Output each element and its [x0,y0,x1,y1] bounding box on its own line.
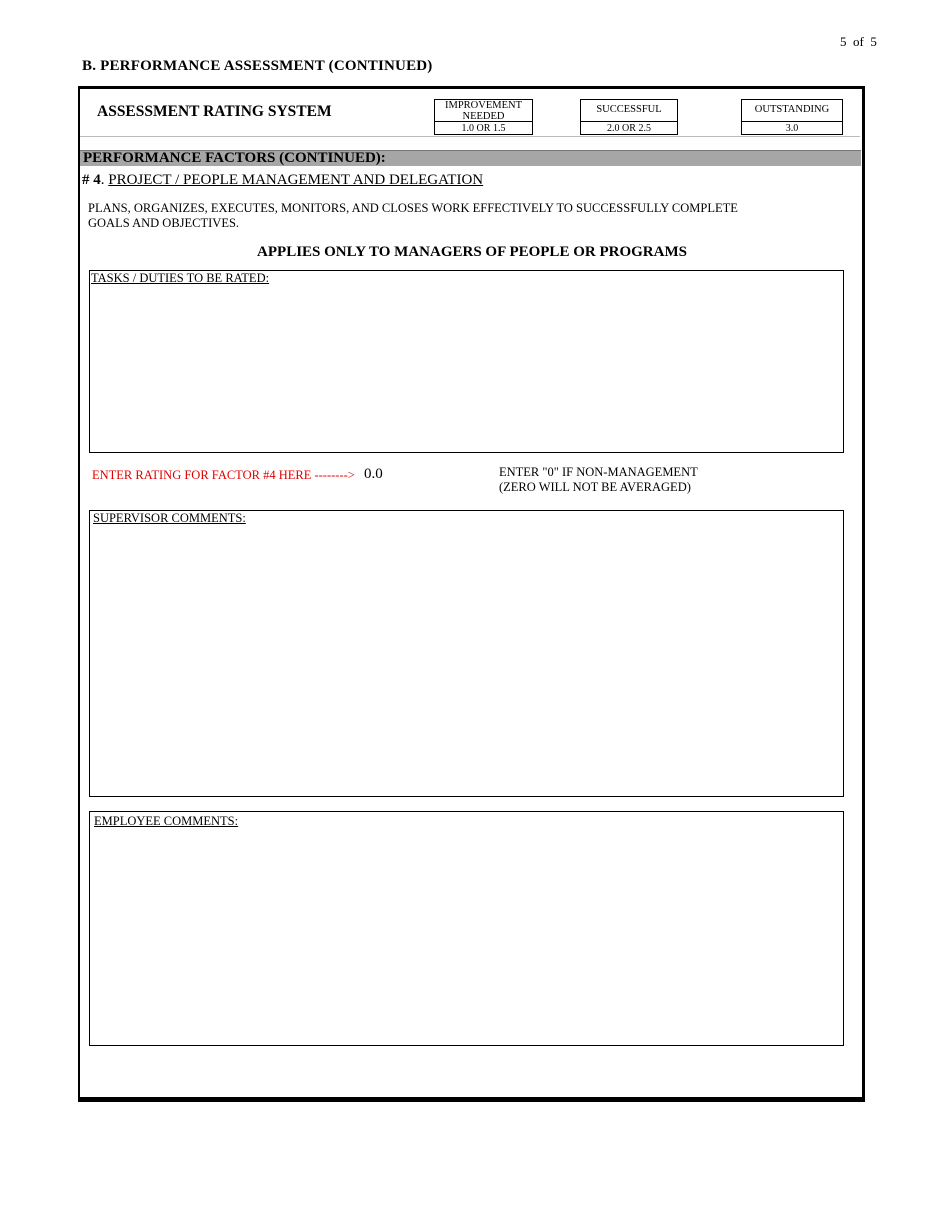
factors-header-text: PERFORMANCE FACTORS (CONTINUED): [83,150,386,166]
employee-comments-label: EMPLOYEE COMMENTS: [94,814,239,828]
factors-header-bar [80,150,861,166]
rating-prompt: ENTER RATING FOR FACTOR #4 HERE --------> [92,468,355,482]
supervisor-comments-label: SUPERVISOR COMMENTS: [93,511,246,525]
employee-comments-field[interactable] [89,811,844,1046]
rating-input[interactable]: 0.0 [364,466,383,482]
tasks-field[interactable] [89,270,844,453]
factor-description: PLANS, ORGANIZES, EXECUTES, MONITORS, AND CLOSES WORK EFFECTIVELY TO SUCCESSFULLY COMPLETE GOALS AND OBJECTIVES. [88,201,738,230]
rating-successful [580,99,678,135]
rating-improvement-needed [434,99,533,135]
factor-name: PROJECT / PEOPLE MANAGEMENT AND DELEGATION [108,172,484,188]
rating-level-values: 2.0 OR 2.5 [607,123,651,134]
rating-system-title: ASSESSMENT RATING SYSTEM [97,103,332,120]
rating-level-label: OUTSTANDING [742,100,842,122]
header-divider [80,136,860,137]
non-management-note: ENTER "0" IF NON-MANAGEMENT (ZERO WILL NOT BE AVERAGED) [499,465,698,494]
applies-note: APPLIES ONLY TO MANAGERS OF PEOPLE OR PROGRAMS [257,244,687,260]
factor-title: # 4. PROJECT / PEOPLE MANAGEMENT AND DELEGATION [82,172,484,188]
rating-outstanding [741,99,843,135]
supervisor-comments-field[interactable] [89,510,844,797]
section-title: B. PERFORMANCE ASSESSMENT (CONTINUED) [82,58,433,74]
rating-level-label: SUCCESSFUL [581,100,677,122]
tasks-label: TASKS / DUTIES TO BE RATED: [91,271,270,285]
rating-level-label: IMPROVEMENT NEEDED [435,100,532,122]
page-number: 5 of 5 [840,34,877,49]
rating-level-values: 1.0 OR 1.5 [461,123,506,134]
factor-number: # 4 [82,172,101,188]
rating-level-values: 3.0 [785,123,799,134]
